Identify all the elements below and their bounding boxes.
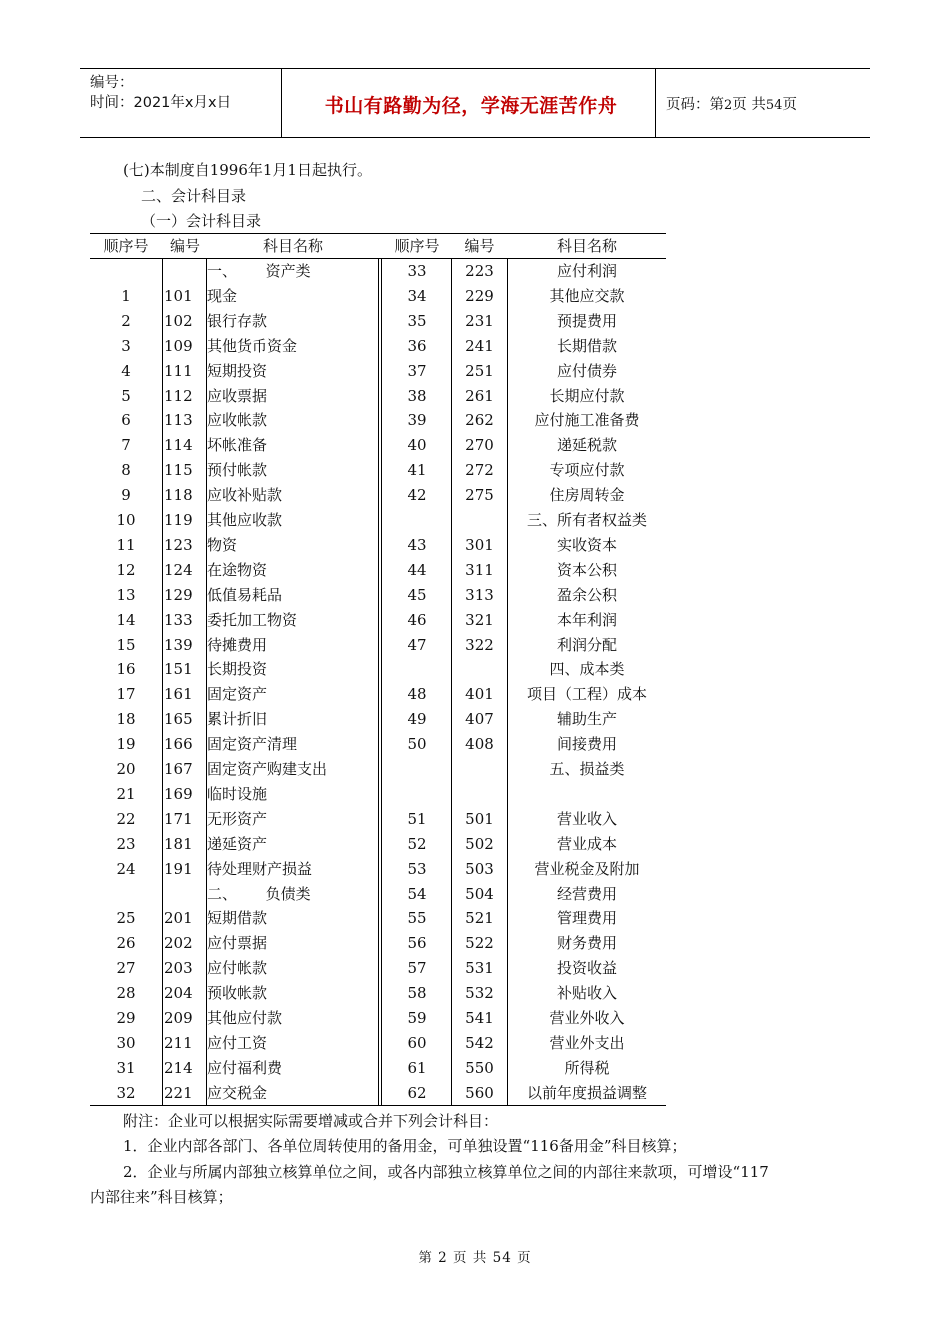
page-prefix: 页码：第 (666, 97, 724, 113)
note-item-2-line-1: 2．企业与所属内部独立核算单位之间，或各内部独立核算单位之间的内部往来款项，可增设“117 (123, 1163, 769, 1181)
seq-cell: 16 (116, 660, 136, 679)
account-name-cell: 现金 (207, 286, 238, 305)
seq-cell: 17 (116, 685, 136, 704)
seq-cell: 35 (407, 311, 427, 330)
seq-cell: 45 (407, 585, 427, 604)
account-name-cell: 应付施工准备费 (534, 411, 640, 430)
seq-cell: 5 (121, 386, 131, 405)
account-name-cell: 间接费用 (556, 735, 617, 754)
seq-cell: 36 (407, 336, 427, 355)
code-cell: 209 (164, 1009, 193, 1027)
page-header (80, 68, 870, 138)
seq-cell: 47 (407, 635, 427, 654)
code-cell: 118 (164, 486, 193, 505)
table-row (90, 782, 666, 807)
account-name-cell: 五、损益类 (549, 760, 625, 778)
seq-cell: 53 (407, 859, 427, 878)
code-cell: 102 (164, 311, 193, 330)
code-cell: 204 (164, 984, 193, 1003)
seq-cell: 40 (407, 436, 427, 455)
account-name-cell: 长期投资 (207, 660, 268, 679)
seq-cell: 43 (407, 535, 427, 554)
document-number-label: 编号： (90, 75, 134, 91)
code-cell: 201 (164, 909, 193, 928)
seq-cell: 52 (407, 834, 427, 853)
code-cell: 521 (465, 909, 494, 928)
code-cell: 223 (465, 262, 494, 280)
account-name-cell: 管理费用 (556, 909, 617, 928)
seq-cell: 13 (116, 585, 136, 604)
account-name-cell: 预提费用 (556, 311, 617, 330)
notes-intro: 附注：企业可以根据实际需要增减或合并下列会计科目： (123, 1112, 499, 1130)
table-row (90, 508, 666, 533)
seq-cell: 23 (116, 834, 136, 853)
table-row (90, 732, 666, 757)
code-cell: 211 (164, 1033, 193, 1052)
section-title: 二、会计科目录 (141, 187, 247, 205)
code-cell: 133 (164, 610, 193, 629)
seq-cell: 14 (116, 610, 136, 629)
seq-cell: 44 (407, 560, 427, 579)
note-item-1: 1．企业内部各部门、各单位周转使用的备用金，可单独设置“116备用金”科目核算； (123, 1137, 687, 1155)
table-row (90, 832, 666, 857)
account-name-cell: 实收资本 (556, 535, 617, 554)
account-name-cell: 三、所有者权益类 (526, 511, 647, 529)
code-cell: 262 (465, 411, 494, 430)
seq-cell: 26 (116, 934, 136, 953)
seq-cell: 9 (121, 486, 131, 505)
table-row (90, 309, 666, 334)
account-name-cell: 以前年度损益调整 (526, 1083, 647, 1102)
seq-cell: 33 (407, 262, 427, 280)
code-cell: 161 (164, 685, 193, 704)
code-cell: 504 (465, 884, 494, 903)
table-row (90, 583, 666, 608)
table-row (90, 483, 666, 508)
seq-cell: 19 (116, 735, 136, 754)
seq-cell: 31 (116, 1058, 136, 1077)
seq-cell: 3 (121, 336, 131, 355)
account-name-cell: 二、 负债类 (207, 884, 311, 903)
code-cell: 166 (164, 735, 193, 754)
page-footer: 第 2 页 共 54 页 (418, 1250, 532, 1266)
account-name-cell: 利润分配 (556, 635, 617, 654)
table-row (90, 433, 666, 458)
seq-cell: 29 (116, 1009, 136, 1027)
table-row (90, 1006, 666, 1031)
code-cell: 408 (465, 735, 494, 754)
account-name-cell: 营业收入 (556, 809, 617, 828)
code-cell: 181 (164, 834, 193, 853)
table-row (90, 558, 666, 583)
account-name-cell: 其他货币资金 (207, 336, 298, 355)
account-name-cell: 应收票据 (207, 386, 268, 405)
code-cell: 203 (164, 959, 193, 978)
page-total: 54 (765, 98, 783, 113)
code-cell: 139 (164, 635, 193, 654)
table-row (90, 956, 666, 981)
account-name-cell: 应付工资 (207, 1033, 268, 1052)
code-cell: 171 (164, 809, 193, 828)
account-name-cell: 项目（工程）成本 (526, 685, 647, 704)
column-header: 顺序号 (103, 237, 149, 255)
table-row (90, 657, 666, 682)
code-cell: 109 (164, 336, 193, 355)
table-row (90, 707, 666, 732)
seq-cell: 56 (407, 934, 427, 953)
code-cell: 301 (465, 535, 494, 554)
account-name-cell: 应收补贴款 (207, 486, 283, 505)
account-name-cell: 应付债券 (556, 361, 617, 380)
account-name-cell: 财务费用 (556, 934, 617, 953)
account-name-cell: 固定资产购建支出 (207, 760, 328, 778)
seq-cell: 27 (116, 959, 136, 978)
seq-cell: 22 (116, 809, 136, 828)
account-name-cell: 其他应付款 (207, 1009, 283, 1027)
seq-cell: 49 (407, 710, 427, 729)
column-header: 科目名称 (262, 237, 323, 255)
seq-cell: 61 (407, 1058, 427, 1077)
code-cell: 191 (164, 859, 193, 878)
code-cell: 124 (164, 560, 193, 579)
code-cell: 229 (465, 286, 494, 305)
seq-cell: 25 (116, 909, 136, 928)
code-cell: 522 (465, 934, 494, 953)
code-cell: 560 (465, 1083, 494, 1102)
table-row (90, 384, 666, 409)
account-name-cell: 应付帐款 (207, 959, 268, 978)
table-row (90, 334, 666, 359)
account-name-cell: 长期借款 (556, 336, 617, 355)
seq-cell: 28 (116, 984, 136, 1003)
seq-cell: 51 (407, 809, 427, 828)
account-name-cell: 递延税款 (556, 436, 617, 455)
account-name-cell: 投资收益 (556, 959, 617, 978)
document-date: 时间：2021年x月x日 (90, 95, 232, 111)
code-cell: 407 (465, 710, 494, 729)
account-name-cell: 经营费用 (556, 884, 617, 903)
code-cell: 241 (465, 336, 494, 355)
seq-cell: 10 (116, 511, 136, 529)
seq-cell: 46 (407, 610, 427, 629)
code-cell: 165 (164, 710, 193, 729)
page-mid: 页 共 (732, 97, 766, 113)
table-row (90, 931, 666, 956)
account-name-cell: 银行存款 (207, 311, 268, 330)
page-current: 2 (724, 98, 733, 113)
seq-cell: 21 (116, 784, 136, 803)
code-cell: 322 (465, 635, 494, 654)
account-name-cell: 其他应收款 (207, 511, 283, 529)
effective-date-line: (七)本制度自1996年1月1日起执行。 (123, 161, 372, 179)
table-row (90, 882, 666, 907)
account-name-cell: 短期借款 (207, 909, 268, 928)
code-cell: 113 (164, 411, 193, 430)
seq-cell: 15 (116, 635, 136, 654)
account-name-cell: 累计折旧 (207, 710, 268, 729)
account-name-cell: 物资 (207, 535, 238, 554)
seq-cell: 20 (116, 760, 136, 778)
code-cell: 115 (164, 461, 193, 480)
code-cell: 151 (164, 660, 193, 679)
seq-cell: 4 (121, 361, 131, 380)
account-name-cell: 住房周转金 (549, 486, 625, 505)
seq-cell: 37 (407, 361, 427, 380)
seq-cell: 54 (407, 884, 427, 903)
seq-cell: 55 (407, 909, 427, 928)
seq-cell: 39 (407, 411, 427, 430)
code-cell: 231 (465, 311, 494, 330)
account-name-cell: 应收帐款 (207, 411, 268, 430)
account-name-cell: 营业外收入 (549, 1009, 625, 1027)
account-name-cell: 待处理财产损益 (207, 859, 313, 878)
account-name-cell: 临时设施 (207, 784, 268, 803)
account-name-cell: 委托加工物资 (207, 610, 298, 629)
code-cell: 261 (465, 386, 494, 405)
account-name-cell: 固定资产清理 (207, 735, 298, 754)
account-name-cell: 预付帐款 (207, 461, 268, 480)
table-row (90, 757, 666, 782)
code-cell: 202 (164, 934, 193, 953)
account-name-cell: 其他应交款 (549, 286, 625, 305)
account-name-cell: 辅助生产 (556, 710, 617, 729)
code-cell: 114 (164, 436, 193, 455)
account-name-cell: 长期应付款 (549, 386, 625, 405)
table-row (90, 682, 666, 707)
seq-cell: 7 (121, 436, 131, 455)
code-cell: 221 (164, 1083, 193, 1102)
column-header: 顺序号 (394, 237, 440, 255)
table-row (90, 981, 666, 1006)
account-name-cell: 资本公积 (556, 560, 617, 579)
account-name-cell: 低值易耗品 (207, 585, 283, 604)
account-name-cell: 盈余公积 (556, 585, 617, 604)
account-name-cell: 本年利润 (556, 610, 617, 629)
account-name-cell: 短期投资 (207, 361, 268, 380)
table-row (90, 857, 666, 882)
table-row (90, 259, 666, 284)
account-name-cell: 专项应付款 (549, 461, 625, 480)
seq-cell: 2 (121, 311, 131, 330)
table-row (90, 359, 666, 384)
table-row (90, 807, 666, 832)
note-item-2-line-2: 内部往来”科目核算； (90, 1188, 233, 1206)
seq-cell: 6 (121, 411, 131, 430)
code-cell: 541 (465, 1009, 494, 1027)
code-cell: 531 (465, 959, 494, 978)
account-name-cell: 营业外支出 (549, 1033, 625, 1052)
seq-cell: 30 (116, 1033, 136, 1052)
code-cell: 270 (465, 436, 494, 455)
table-row (90, 906, 666, 931)
code-cell: 123 (164, 535, 193, 554)
account-name-cell: 营业成本 (556, 834, 617, 853)
seq-cell: 1 (121, 286, 131, 305)
account-name-cell: 应付福利费 (207, 1058, 283, 1077)
column-header: 编号 (464, 237, 495, 255)
column-header: 编号 (169, 237, 200, 255)
seq-cell: 18 (116, 710, 136, 729)
seq-cell: 32 (116, 1083, 136, 1102)
code-cell: 275 (465, 486, 494, 505)
code-cell: 401 (465, 685, 494, 704)
table-row (90, 408, 666, 433)
code-cell: 272 (465, 461, 494, 480)
accounts-table (90, 233, 666, 1106)
seq-cell: 50 (407, 735, 427, 754)
seq-cell: 11 (116, 535, 136, 554)
seq-cell: 57 (407, 959, 427, 978)
table-row (90, 1056, 666, 1081)
account-name-cell: 一、 资产类 (207, 262, 311, 280)
account-name-cell: 所得税 (564, 1058, 610, 1077)
account-name-cell: 固定资产 (207, 685, 268, 704)
seq-cell: 41 (407, 461, 427, 480)
header-meta (90, 73, 231, 113)
account-name-cell: 四、成本类 (549, 660, 625, 679)
seq-cell: 12 (116, 560, 136, 579)
code-cell: 111 (164, 361, 193, 380)
table-row (90, 284, 666, 309)
code-cell: 251 (465, 361, 494, 380)
code-cell: 311 (465, 560, 494, 579)
column-header: 科目名称 (556, 237, 617, 255)
table-row (90, 1081, 666, 1106)
table-row (90, 608, 666, 633)
subsection-title: （一）会计科目录 (141, 212, 262, 230)
code-cell: 214 (164, 1058, 193, 1077)
code-cell: 167 (164, 760, 193, 778)
table-row (90, 458, 666, 483)
code-cell: 542 (465, 1033, 494, 1052)
code-cell: 532 (465, 984, 494, 1003)
account-name-cell: 在途物资 (207, 560, 268, 579)
code-cell: 503 (465, 859, 494, 878)
seq-cell: 48 (407, 685, 427, 704)
account-name-cell: 应付票据 (207, 934, 268, 953)
seq-cell: 38 (407, 386, 427, 405)
seq-cell: 34 (407, 286, 427, 305)
code-cell: 112 (164, 386, 193, 405)
account-name-cell: 坏帐准备 (207, 436, 268, 455)
code-cell: 321 (465, 610, 494, 629)
code-cell: 119 (164, 511, 193, 529)
table-row (90, 633, 666, 658)
code-cell: 313 (465, 585, 494, 604)
seq-cell: 58 (407, 984, 427, 1003)
account-name-cell: 无形资产 (207, 809, 268, 828)
account-name-cell: 营业税金及附加 (534, 859, 640, 878)
page-suffix: 页 (782, 97, 797, 113)
seq-cell: 8 (121, 461, 131, 480)
seq-cell: 62 (407, 1083, 427, 1102)
code-cell: 550 (465, 1058, 494, 1077)
code-cell: 169 (164, 784, 193, 803)
table-row (90, 1031, 666, 1056)
account-name-cell: 应交税金 (207, 1083, 268, 1102)
account-name-cell: 预收帐款 (207, 984, 268, 1003)
account-name-cell: 应付利润 (556, 262, 617, 280)
code-cell: 129 (164, 585, 193, 604)
header-motto: 书山有路勤为径，学海无涯苦作舟 (324, 95, 618, 117)
code-cell: 501 (465, 809, 494, 828)
code-cell: 101 (164, 286, 193, 305)
header-page-info (666, 93, 797, 114)
account-name-cell: 待摊费用 (207, 635, 268, 654)
seq-cell: 24 (116, 859, 136, 878)
seq-cell: 42 (407, 486, 427, 505)
table-row (90, 533, 666, 558)
code-cell: 502 (465, 834, 494, 853)
seq-cell: 59 (407, 1009, 427, 1027)
seq-cell: 60 (407, 1033, 427, 1052)
account-name-cell: 补贴收入 (556, 984, 617, 1003)
table-header-row (90, 234, 666, 259)
account-name-cell: 递延资产 (207, 834, 268, 853)
